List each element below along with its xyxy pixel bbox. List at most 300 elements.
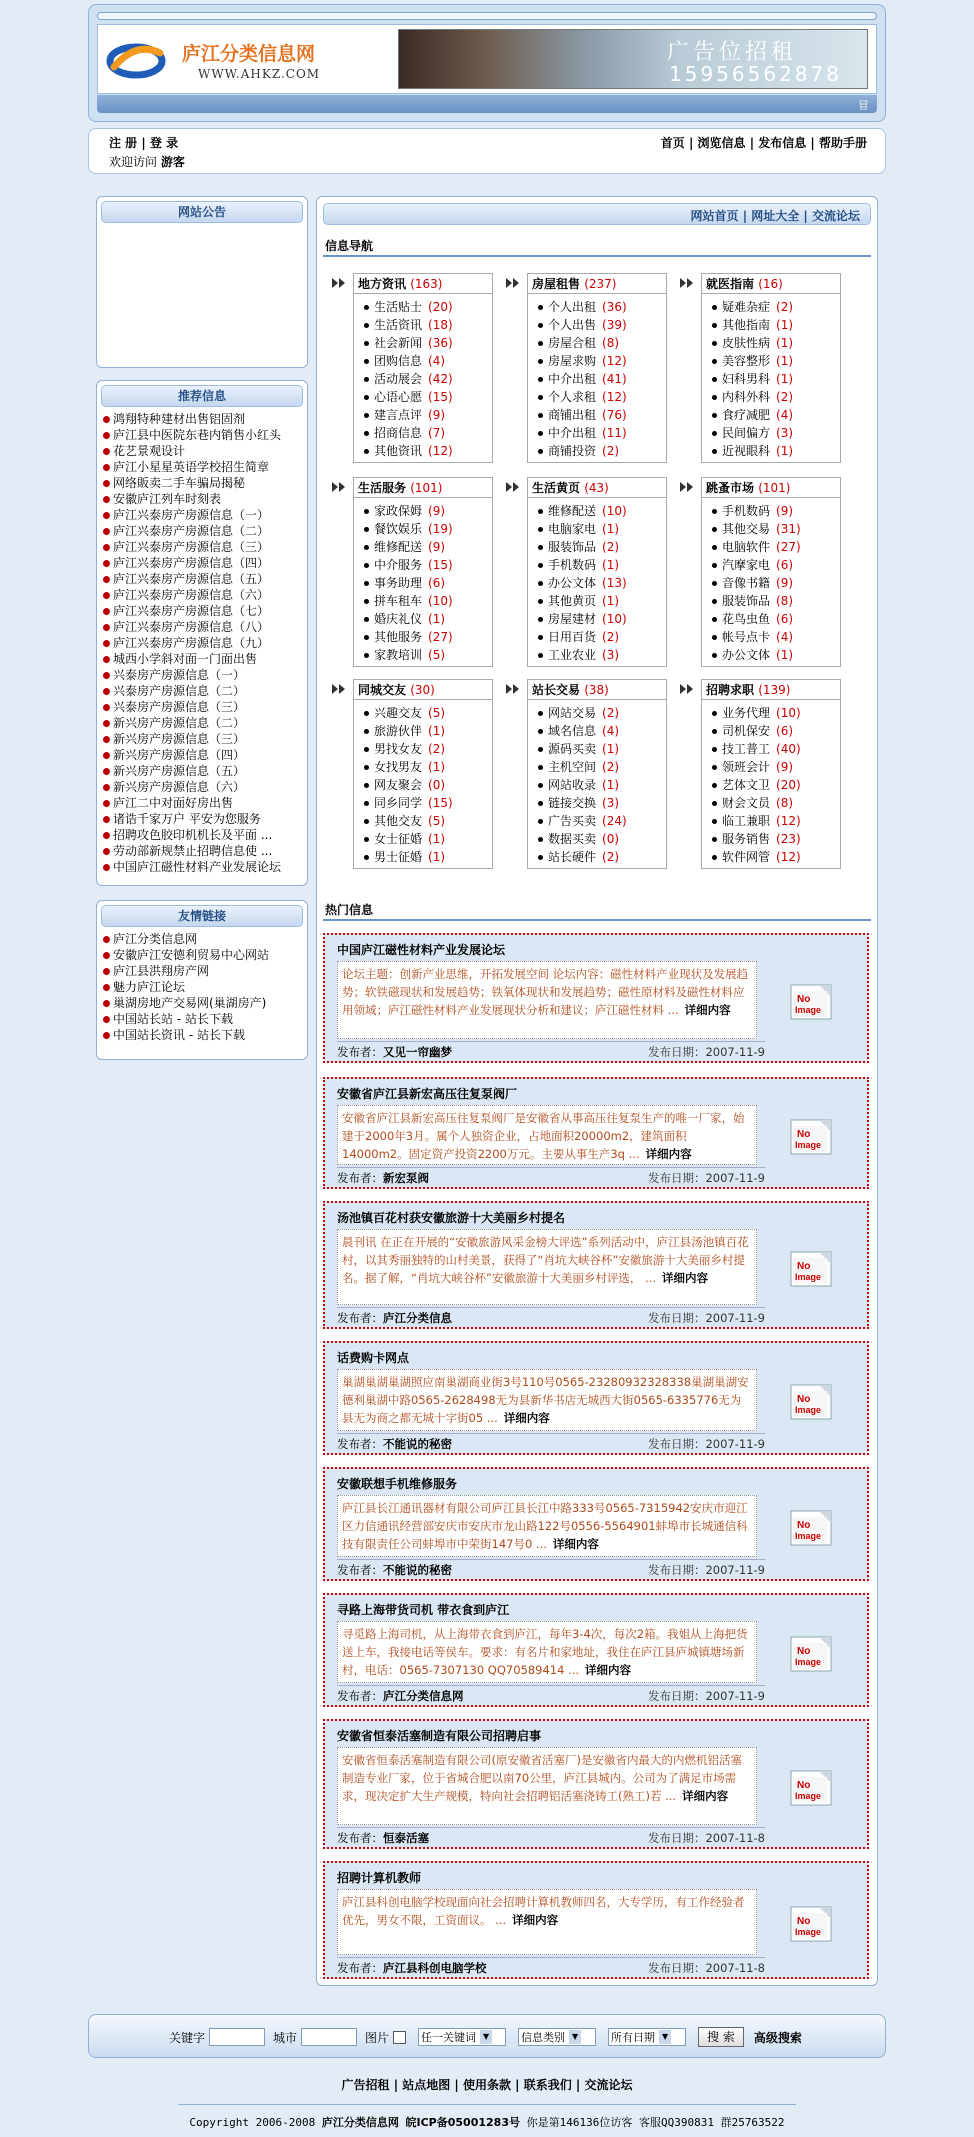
hot-item-text: 庐江县长江通讯器材有限公司庐江县长江中路333号0565-7315942安庆市迎江区力信通讯经营部安庆市安庆市龙山路122号0556-5564901蚌埠市长城通信科技有限责任公司蚌埠市中荣街147号0 ...: [342, 1501, 748, 1551]
category-title[interactable]: [702, 274, 840, 294]
subcategory-item[interactable]: [536, 646, 666, 664]
list-item[interactable]: 魅力庐江论坛: [101, 979, 303, 995]
hot-item-desc: [337, 1229, 757, 1305]
subcategory-count: (11): [602, 426, 627, 440]
category-box: [527, 679, 667, 869]
city-input[interactable]: [301, 2028, 357, 2046]
hot-item-footer: [337, 1041, 765, 1060]
hot-item-title[interactable]: 汤池镇百花村获安徽旅游十大美丽乡村提名: [337, 1211, 566, 1225]
subcategory-item[interactable]: [710, 424, 840, 442]
double-arrow-icon: [330, 480, 348, 494]
double-arrow-icon: [504, 276, 522, 290]
svg-text:Image: Image: [795, 1531, 822, 1541]
subcategory-item[interactable]: [710, 722, 840, 740]
double-arrow-icon: [504, 480, 522, 494]
subcategory-name: 其他服务: [374, 630, 423, 644]
no-image-icon[interactable]: [789, 1114, 837, 1156]
visitor-info: 你是第146136位访客 客服QQ390831 群25763522: [526, 2116, 785, 2129]
hot-item-text: 寻觅路上海司机，从上海带衣食到庐江，每年3-4次，每次2箱。我姐从上海把货送上车，我接电话等侯车。要求：有名片和家地址，我住在庐江县庐城镇塘场新村，电话：0565-7307130 QQ70589414 ...: [342, 1627, 748, 1677]
hot-item-title[interactable]: 安徽联想手机维修服务: [337, 1477, 458, 1491]
hot-item-title[interactable]: 话费购卡网点: [337, 1351, 410, 1365]
subcategory-item[interactable]: [536, 704, 666, 722]
list-item[interactable]: 劳动部新规禁止招聘信息使 ...: [101, 843, 303, 859]
no-image-icon[interactable]: [789, 1901, 837, 1943]
subcategory-name: 维修配送: [548, 504, 597, 518]
list-item[interactable]: 庐江兴泰房产房源信息（一）: [101, 507, 303, 523]
subcategory-item[interactable]: [710, 574, 840, 592]
list-item[interactable]: 兴泰房产房源信息（二）: [101, 683, 303, 699]
subcategory-count: (10): [602, 612, 627, 626]
subcategory-item[interactable]: [536, 758, 666, 776]
hot-item-text: 论坛主题：创新产业思维，开拓发展空间 论坛内容：磁性材料产业现状及发展趋势；软铁磁现状和发展趋势；铁氧体现状和发展趋势；磁性原材料及磁性材料应用领域；庐江磁性材料产业发展现状分析和建议；庐江磁性材料 ...: [342, 967, 749, 1017]
subcategory-name: 中介服务: [374, 558, 423, 572]
subcategory-item[interactable]: [710, 556, 840, 574]
subcategory-count: (15): [428, 558, 453, 572]
hot-item-title[interactable]: 寻路上海带货司机 带衣食到庐江: [337, 1603, 510, 1617]
publisher-name[interactable]: 不能说的秘密: [383, 1563, 452, 1577]
subcategory-item[interactable]: [710, 520, 840, 538]
subcategory-item[interactable]: [362, 848, 492, 866]
category-count: (30): [410, 683, 435, 697]
subcategory-name: 源码买卖: [548, 742, 597, 756]
subcategory-count: (7): [428, 426, 446, 440]
subcategory-item[interactable]: [362, 502, 492, 520]
subcategory-item[interactable]: [362, 628, 492, 646]
subcategory-item[interactable]: [710, 316, 840, 334]
publish-date: 发布日期：2007-11-9: [647, 1171, 765, 1185]
subcategory-item[interactable]: [710, 502, 840, 520]
hot-item: [323, 1861, 869, 1979]
subcategory-item[interactable]: [710, 298, 840, 316]
detail-link[interactable]: 详细内容: [552, 1537, 599, 1551]
date-select[interactable]: [608, 2028, 686, 2046]
list-item[interactable]: 庐江兴泰房产房源信息（八）: [101, 619, 303, 635]
subcategory-name: 广告买卖: [548, 814, 597, 828]
category-title[interactable]: [528, 478, 666, 498]
subcategory-item[interactable]: [362, 758, 492, 776]
subcategory-item[interactable]: [362, 406, 492, 424]
detail-link[interactable]: 详细内容: [645, 1147, 692, 1161]
subcategory-name: 网站交易: [548, 706, 597, 720]
subcategory-count: (1): [776, 354, 794, 368]
list-item[interactable]: 安徽庐江列车时刻表: [101, 491, 303, 507]
subcategory-item[interactable]: [710, 628, 840, 646]
subcategory-count: (1): [776, 318, 794, 332]
subcategory-item[interactable]: [710, 406, 840, 424]
subcategory-item[interactable]: [536, 794, 666, 812]
chevron-down-icon: ▼: [659, 2030, 671, 2044]
recommend-title: 推荐信息: [101, 385, 303, 407]
subcategory-item[interactable]: [362, 316, 492, 334]
subcategory-item[interactable]: [536, 424, 666, 442]
subcategory-item[interactable]: [710, 848, 840, 866]
subcategory-item[interactable]: [362, 538, 492, 556]
category-title[interactable]: [354, 478, 492, 498]
subcategory-count: (3): [602, 796, 620, 810]
subcategory-item[interactable]: [362, 812, 492, 830]
login-register-links[interactable]: 注 册 | 登 录: [109, 136, 179, 150]
header-top-bar: [97, 12, 877, 20]
subcategory-name: 手机数码: [722, 504, 771, 518]
list-item[interactable]: 庐江兴泰房产房源信息（六）: [101, 587, 303, 603]
subcategory-item[interactable]: [710, 758, 840, 776]
list-item[interactable]: 中国站长站 - 站长下载: [101, 1011, 303, 1027]
list-item[interactable]: 中国庐江磁性材料产业发展论坛: [101, 859, 303, 875]
detail-link[interactable]: 详细内容: [503, 1411, 550, 1425]
subcategory-count: (4): [776, 630, 794, 644]
subcategory-name: 商铺投资: [548, 444, 597, 458]
list-item[interactable]: 中国站长资讯 - 站长下载: [101, 1027, 303, 1043]
hot-item-footer: [337, 1307, 765, 1326]
subcategory-item[interactable]: [710, 794, 840, 812]
subcategory-item[interactable]: [362, 830, 492, 848]
category-title[interactable]: [354, 680, 492, 700]
list-item[interactable]: 新兴房产房源信息（五）: [101, 763, 303, 779]
subcategory-name: 食疗减肥: [722, 408, 771, 422]
subcategory-name: 中介出租: [548, 426, 597, 440]
svg-text:Image: Image: [795, 1657, 822, 1667]
publisher-label: 发布者：: [337, 1961, 383, 1975]
subcategory-name: 房屋建材: [548, 612, 597, 626]
hot-item: [323, 1201, 869, 1329]
subcategory-item[interactable]: [710, 740, 840, 758]
keyword-input[interactable]: [209, 2028, 265, 2046]
subcategory-count: (1): [602, 558, 620, 572]
subcategory-item[interactable]: [536, 334, 666, 352]
list-item[interactable]: 花艺景观设计: [101, 443, 303, 459]
subcategory-name: 个人出售: [548, 318, 597, 332]
detail-link[interactable]: 详细内容: [585, 1663, 632, 1677]
publisher-label: 发布者：: [337, 1831, 383, 1845]
subcategory-count: (40): [776, 742, 801, 756]
double-arrow-icon: [678, 480, 696, 494]
category-name: 跳蚤市场: [706, 481, 755, 495]
subcategory-name: 民间偏方: [722, 426, 771, 440]
list-item[interactable]: 巢湖房地产交易网(巢湖房产): [101, 995, 303, 1011]
subcategory-item[interactable]: [710, 610, 840, 628]
detail-link[interactable]: 详细内容: [682, 1789, 729, 1803]
user-nav-bar: [88, 128, 886, 174]
subcategory-item[interactable]: [710, 704, 840, 722]
category-box: [353, 273, 493, 463]
nav-section-title: 信息导航: [325, 239, 374, 253]
subcategory-count: (12): [776, 814, 801, 828]
subcategory-count: (10): [602, 504, 627, 518]
ad-banner[interactable]: [398, 29, 868, 89]
subcategory-item[interactable]: [536, 502, 666, 520]
subcategory-count: (76): [602, 408, 627, 422]
recommend-list: [101, 411, 303, 875]
subcategory-item[interactable]: [362, 704, 492, 722]
subcategory-item[interactable]: [536, 520, 666, 538]
subcategory-name: 司机保安: [722, 724, 771, 738]
subcategory-item[interactable]: [536, 370, 666, 388]
list-item[interactable]: 新兴房产房源信息（六）: [101, 779, 303, 795]
icp-number[interactable]: 皖ICP备05001283号: [405, 2116, 520, 2129]
copyright-site[interactable]: 庐江分类信息网: [321, 2116, 399, 2129]
subcategory-item[interactable]: [536, 740, 666, 758]
subcategory-item[interactable]: [362, 424, 492, 442]
subcategory-item[interactable]: [536, 830, 666, 848]
list-item[interactable]: 庐江兴泰房产房源信息（四）: [101, 555, 303, 571]
subcategory-item[interactable]: [710, 830, 840, 848]
category-name: 生活服务: [358, 481, 407, 495]
no-image-icon[interactable]: [789, 1505, 837, 1547]
subcategory-item[interactable]: [536, 776, 666, 794]
publisher-name[interactable]: 庐江分类信息: [383, 1311, 452, 1325]
subcategory-count: (8): [602, 336, 620, 350]
subcategory-count: (2): [602, 630, 620, 644]
subcategory-count: (1): [776, 444, 794, 458]
subcategory-count: (1): [428, 850, 446, 864]
category-title[interactable]: [702, 478, 840, 498]
subcategory-item[interactable]: [710, 812, 840, 830]
subcategory-name: 近视眼科: [722, 444, 771, 458]
subcategory-item[interactable]: [710, 776, 840, 794]
publish-date: 发布日期：2007-11-9: [647, 1563, 765, 1577]
list-item[interactable]: 网络販卖二手车骗局揭秘: [101, 475, 303, 491]
recommend-box: [96, 380, 308, 886]
subcategory-name: 汽摩家电: [722, 558, 771, 572]
category-title[interactable]: [702, 680, 840, 700]
subcategory-name: 其他交友: [374, 814, 423, 828]
list-item[interactable]: 诸诰千家万户 平安为您服务: [101, 811, 303, 827]
subcategory-item[interactable]: [536, 628, 666, 646]
no-image-icon[interactable]: [789, 1379, 837, 1421]
subcategory-item[interactable]: [362, 298, 492, 316]
list-item[interactable]: 招聘攻色胶印机机长及平面 ...: [101, 827, 303, 843]
main-header-links[interactable]: 网站首页 | 网址大全 | 交流论坛: [690, 209, 860, 223]
hot-item-title[interactable]: 安徽省恒泰活塞制造有限公司招聘启事: [337, 1729, 542, 1743]
subcategory-name: 妇科男科: [722, 372, 771, 386]
list-item[interactable]: 新兴房产房源信息（四）: [101, 747, 303, 763]
subcategory-item[interactable]: [536, 298, 666, 316]
publisher-name[interactable]: 庐江县科创电脑学校: [383, 1961, 487, 1975]
list-item[interactable]: 庐江二中对面好房出售: [101, 795, 303, 811]
hot-item-footer: [337, 1433, 765, 1452]
search-button[interactable]: 搜 索: [698, 2027, 744, 2047]
category-select[interactable]: [518, 2028, 596, 2046]
list-item[interactable]: 庐江分类信息网: [101, 931, 303, 947]
subcategory-item[interactable]: [362, 334, 492, 352]
subcategory-count: (2): [602, 706, 620, 720]
subcategory-item[interactable]: [536, 592, 666, 610]
category-title[interactable]: [354, 274, 492, 294]
list-item[interactable]: 庐江县中医院东巷内销售小红头: [101, 427, 303, 443]
publisher-label: 发布者：: [337, 1171, 383, 1185]
subcategory-item[interactable]: [362, 794, 492, 812]
list-item[interactable]: 庐江兴泰房产房源信息（九）: [101, 635, 303, 651]
subcategory-item[interactable]: [710, 352, 840, 370]
subcategory-count: (3): [776, 426, 794, 440]
publisher-name[interactable]: 恒泰活塞: [383, 1831, 429, 1845]
site-title[interactable]: 庐江分类信息网: [182, 43, 316, 65]
subcategory-list: [702, 700, 840, 868]
category-title[interactable]: [528, 680, 666, 700]
subcategory-count: (10): [776, 706, 801, 720]
subcategory-item[interactable]: [710, 442, 840, 460]
svg-text:No: No: [797, 1520, 811, 1531]
subcategory-name: 网站收录: [548, 778, 597, 792]
subcategory-item[interactable]: [710, 646, 840, 664]
list-item[interactable]: 安徽庐江安德利贸易中心网站: [101, 947, 303, 963]
publisher-name[interactable]: 庐江分类信息网: [383, 1689, 464, 1703]
subcategory-count: (6): [776, 724, 794, 738]
copyright: [0, 2114, 974, 2130]
subcategory-count: (15): [428, 390, 453, 404]
subcategory-count: (8): [776, 796, 794, 810]
list-item[interactable]: 庐江小星星英语学校招生简章: [101, 459, 303, 475]
list-item[interactable]: 城西小学斜对面一门面出售: [101, 651, 303, 667]
subcategory-item[interactable]: [362, 574, 492, 592]
hot-item-footer: [337, 1559, 765, 1578]
swirl-logo-icon[interactable]: [106, 37, 166, 83]
subcategory-count: (9): [428, 504, 446, 518]
subcategory-item[interactable]: [710, 388, 840, 406]
subcategory-count: (2): [602, 760, 620, 774]
subcategory-name: 团购信息: [374, 354, 423, 368]
subcategory-item[interactable]: [536, 538, 666, 556]
notice-box: [96, 196, 308, 368]
category-count: (237): [584, 277, 617, 291]
subcategory-count: (1): [602, 778, 620, 792]
hot-item-title[interactable]: 安徽省庐江县新宏高压往复泵阀厂: [337, 1087, 518, 1101]
subcategory-item[interactable]: [362, 722, 492, 740]
subcategory-count: (2): [602, 850, 620, 864]
subcategory-item[interactable]: [710, 334, 840, 352]
subcategory-count: (2): [428, 742, 446, 756]
subcategory-list: [354, 700, 492, 868]
subcategory-item[interactable]: [536, 316, 666, 334]
subcategory-name: 皮肤性病: [722, 336, 771, 350]
friend-links-title: 友情链接: [101, 905, 303, 927]
subcategory-item[interactable]: [362, 556, 492, 574]
category-count: (139): [758, 683, 791, 697]
publisher-name[interactable]: 又见一帘幽梦: [383, 1045, 452, 1059]
detail-link[interactable]: 详细内容: [684, 1003, 731, 1017]
detail-link[interactable]: 详细内容: [662, 1271, 709, 1285]
subcategory-count: (6): [776, 558, 794, 572]
subcategory-name: 领班会计: [722, 760, 771, 774]
list-item[interactable]: 鸿翔特种建材出售铝固剂: [101, 411, 303, 427]
subcategory-count: (0): [602, 832, 620, 846]
subcategory-name: 兴趣交友: [374, 706, 423, 720]
publisher-label: 发布者：: [337, 1437, 383, 1451]
no-image-icon[interactable]: [789, 1631, 837, 1673]
category-title[interactable]: [528, 274, 666, 294]
main-menu-links[interactable]: 首页 | 浏览信息 | 发布信息 | 帮助手册: [660, 136, 867, 150]
section-divider: [323, 919, 871, 921]
category-count: (101): [758, 481, 791, 495]
keyword-mode-select[interactable]: [418, 2028, 506, 2046]
hot-item-text: 巢湖巢湖巢湖照应南巢湖商业街3号110号0565-23280932328338巢湖巢湖安德利巢湖中路0565-2628498无为县新华书店无城西大街0565-6335776无为县无为商之都无城十字街05 ...: [342, 1375, 749, 1425]
subcategory-item[interactable]: [536, 442, 666, 460]
subcategory-item[interactable]: [362, 520, 492, 538]
publisher-name[interactable]: 新宏泵阀: [383, 1171, 429, 1185]
subcategory-count: (4): [428, 354, 446, 368]
svg-text:No: No: [797, 1646, 811, 1657]
subcategory-item[interactable]: [362, 592, 492, 610]
subcategory-count: (1): [776, 336, 794, 350]
subcategory-item[interactable]: [362, 610, 492, 628]
subcategory-count: (41): [602, 372, 627, 386]
advanced-search-link[interactable]: 高级搜索: [753, 2030, 802, 2045]
footer-links[interactable]: 广告招租 | 站点地图 | 使用条款 | 联系我们 | 交流论坛: [341, 2078, 633, 2092]
subcategory-name: 服装饰品: [548, 540, 597, 554]
subcategory-item[interactable]: [362, 646, 492, 664]
subcategory-count: (42): [428, 372, 453, 386]
subcategory-item[interactable]: [536, 848, 666, 866]
list-item[interactable]: 新兴房产房源信息（二）: [101, 715, 303, 731]
subcategory-count: (23): [776, 832, 801, 846]
subcategory-item[interactable]: [710, 592, 840, 610]
list-item[interactable]: 兴泰房产房源信息（一）: [101, 667, 303, 683]
subcategory-item[interactable]: [362, 442, 492, 460]
chevron-down-icon: ▼: [480, 2030, 492, 2044]
subcategory-name: 业务代理: [722, 706, 771, 720]
subcategory-name: 软件网管: [722, 850, 771, 864]
list-item[interactable]: 庐江县洪翔房产网: [101, 963, 303, 979]
svg-text:Image: Image: [795, 1140, 822, 1150]
subcategory-count: (31): [776, 522, 801, 536]
subcategory-item[interactable]: [362, 370, 492, 388]
subcategory-count: (1): [776, 648, 794, 662]
subcategory-item[interactable]: [536, 722, 666, 740]
subcategory-item[interactable]: [362, 352, 492, 370]
no-image-icon[interactable]: [789, 979, 837, 1021]
subcategory-item[interactable]: [710, 538, 840, 556]
subcategory-item[interactable]: [362, 388, 492, 406]
subcategory-item[interactable]: [536, 610, 666, 628]
hot-item-text: 晨刊讯 在正在开展的“安徽旅游风采金榜大评选”系列活动中，庐江县汤池镇百花村，以其秀丽独特的山村美景，获得了“肖坑大峡谷杯”安徽旅游十大美丽乡村提名。据了解，“肖坑大峡谷杯”安徽旅游十大美丽乡村评选， ...: [342, 1235, 749, 1285]
subcategory-name: 帐号点卡: [722, 630, 771, 644]
welcome-label: 欢迎访问: [109, 155, 158, 169]
subcategory-name: 社会新闻: [374, 336, 423, 350]
friend-links-list: [101, 931, 303, 1043]
list-item[interactable]: 兴泰房产房源信息（三）: [101, 699, 303, 715]
no-image-icon[interactable]: [789, 1246, 837, 1288]
hot-item-title[interactable]: 招聘计算机教师: [337, 1871, 422, 1885]
subcategory-item[interactable]: [362, 776, 492, 794]
subcategory-item[interactable]: [710, 370, 840, 388]
category-name: 站长交易: [532, 683, 581, 697]
subcategory-item[interactable]: [536, 574, 666, 592]
hot-item-title[interactable]: 中国庐江磁性材料产业发展论坛: [337, 943, 506, 957]
subcategory-item[interactable]: [536, 388, 666, 406]
publisher-name[interactable]: 不能说的秘密: [383, 1437, 452, 1451]
category-name: 房屋租售: [532, 277, 581, 291]
subcategory-item[interactable]: [536, 812, 666, 830]
list-item[interactable]: 庐江兴泰房产房源信息（七）: [101, 603, 303, 619]
detail-link[interactable]: 详细内容: [512, 1913, 559, 1927]
subcategory-item[interactable]: [362, 740, 492, 758]
subcategory-item[interactable]: [536, 352, 666, 370]
subcategory-name: 女找男友: [374, 760, 423, 774]
hot-item: [323, 1077, 869, 1189]
subcategory-item[interactable]: [536, 406, 666, 424]
no-image-icon[interactable]: [789, 1765, 837, 1807]
hot-item-footer: [337, 1167, 765, 1186]
list-item[interactable]: 庐江兴泰房产房源信息（五）: [101, 571, 303, 587]
subcategory-name: 婚庆礼仪: [374, 612, 423, 626]
category-count: (101): [410, 481, 443, 495]
subcategory-item[interactable]: [536, 556, 666, 574]
image-checkbox[interactable]: [393, 2031, 406, 2044]
list-item[interactable]: 庐江兴泰房产房源信息（三）: [101, 539, 303, 555]
list-item[interactable]: 庐江兴泰房产房源信息（二）: [101, 523, 303, 539]
list-item[interactable]: 新兴房产房源信息（三）: [101, 731, 303, 747]
welcome-text: [109, 153, 185, 170]
